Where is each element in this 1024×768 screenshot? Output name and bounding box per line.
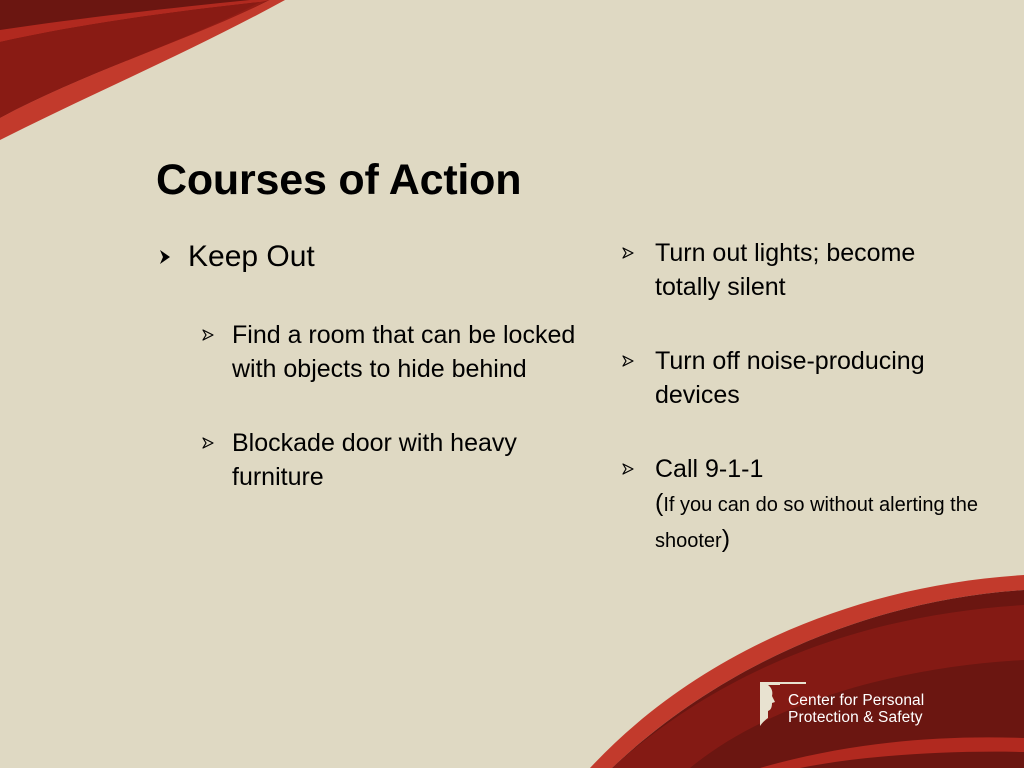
outline-arrow-bullet-icon (622, 463, 634, 475)
organization-logo (758, 680, 978, 730)
list-item (200, 318, 576, 386)
outline-arrow-bullet-icon (202, 437, 214, 449)
left-column (156, 238, 576, 534)
list-item (620, 236, 980, 304)
list-item-text: Turn off noise-producing devices (655, 347, 925, 409)
note-close-paren: ) (721, 525, 731, 553)
keep-out-sublist (200, 318, 576, 494)
logo-line-2: Protection & Safety (788, 709, 923, 726)
outline-arrow-bullet-icon (202, 329, 214, 341)
list-item (620, 452, 980, 558)
slide-title: Courses of Action (156, 156, 522, 204)
outline-arrow-bullet-icon (622, 247, 634, 259)
list-item-text: Blockade door with heavy furniture (232, 429, 517, 491)
right-column (620, 236, 980, 598)
note-open-paren: ( (655, 489, 664, 517)
call-note (655, 486, 980, 558)
bullet-keep-out (156, 238, 576, 276)
list-item-text: Turn out lights; become totally silent (655, 239, 916, 301)
list-item (200, 426, 576, 494)
list-item-text: Find a room that can be locked with objects to hide behind (232, 321, 576, 383)
logo-line-1: Center for Personal (788, 692, 925, 709)
list-item (620, 344, 980, 412)
logo-text (788, 692, 924, 726)
bullet-keep-out-label: Keep Out (188, 240, 315, 273)
list-item-text: Call 9-1-1 (655, 455, 764, 483)
note-text: If you can do so without alerting the shooter (655, 494, 978, 552)
outline-arrow-bullet-icon (622, 355, 634, 367)
solid-arrow-bullet-icon (158, 249, 172, 265)
